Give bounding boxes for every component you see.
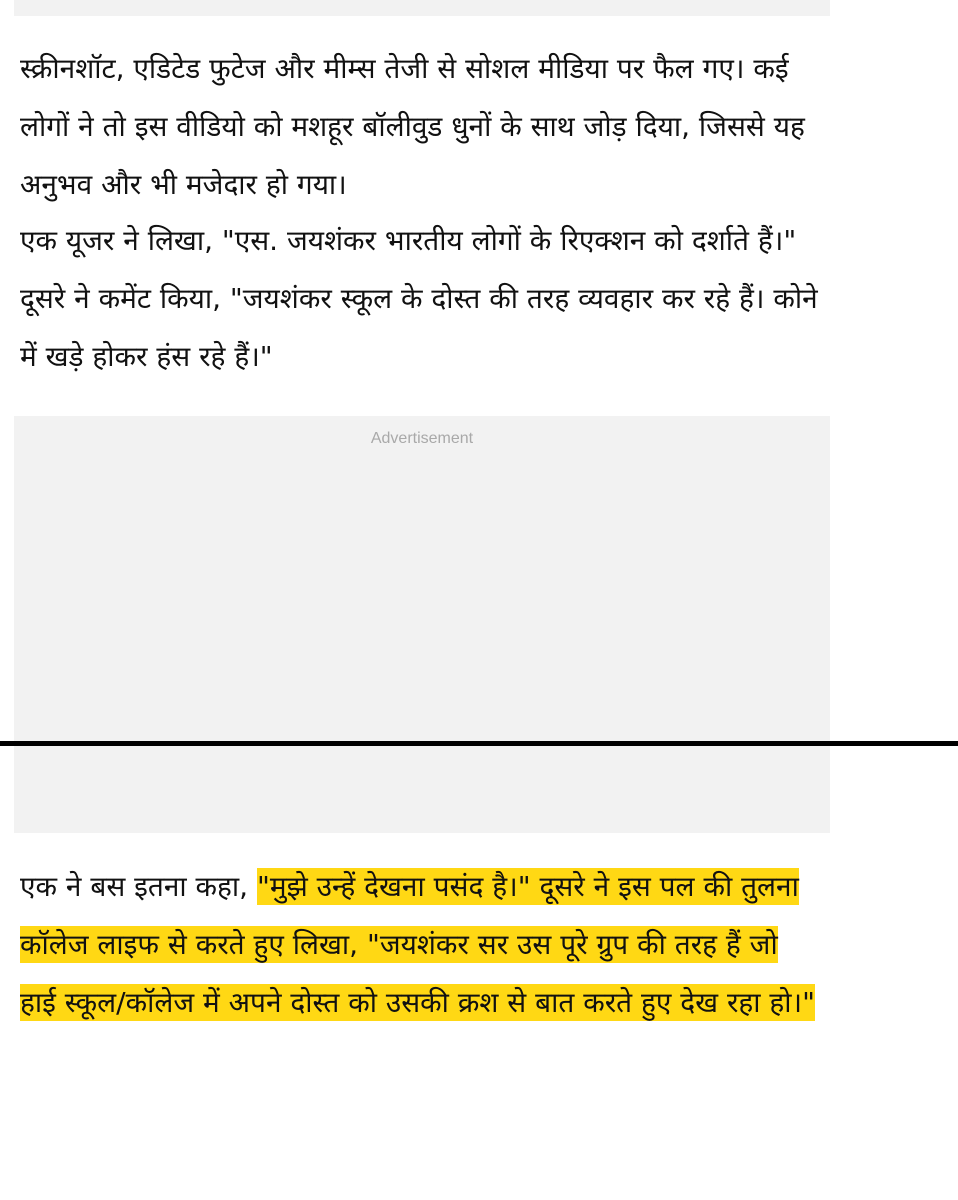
article-paragraph: एक यूजर ने लिखा, "एस. जयशंकर भारतीय लोगों के रिएक्शन को दर्शाते हैं।" दूसरे ने कमेंट किया, "जयशंकर स्कूल के दोस्त की तरह व्यवहार कर रहे हैं। कोने में खड़े होकर हंस रहे हैं।" <box>20 224 818 373</box>
advertisement-label: Advertisement <box>370 430 474 447</box>
screenshot-divider-line <box>0 741 958 746</box>
article-paragraph: स्क्रीनशॉट, एडिटेड फुटेज और मीम्स तेजी से सोशल मीडिया पर फैल गए। कई लोगों ने तो इस वीडियो को मशहूर बॉलीवुड धुनों के साथ जोड़ दिया, जिससे यह अनुभव और भी मजेदार हो गया। <box>20 52 805 201</box>
advertisement-slot[interactable] <box>14 416 830 833</box>
paragraph-text: एक ने बस इतना कहा, <box>20 870 257 903</box>
article-paragraph-highlighted <box>20 858 820 1032</box>
previous-content-strip <box>14 0 830 16</box>
highlighted-quote: "मुझे उन्हें देखना पसंद है।" दूसरे ने इस पल की तुलना कॉलेज लाइफ से करते हुए लिखा, "जयशंकर सर उस पूरे ग्रुप की तरह हैं जो हाई स्कूल/कॉलेज में अपने दोस्त को उसकी क्रश से बात करते हुए देख रहा हो।" <box>20 870 816 1019</box>
